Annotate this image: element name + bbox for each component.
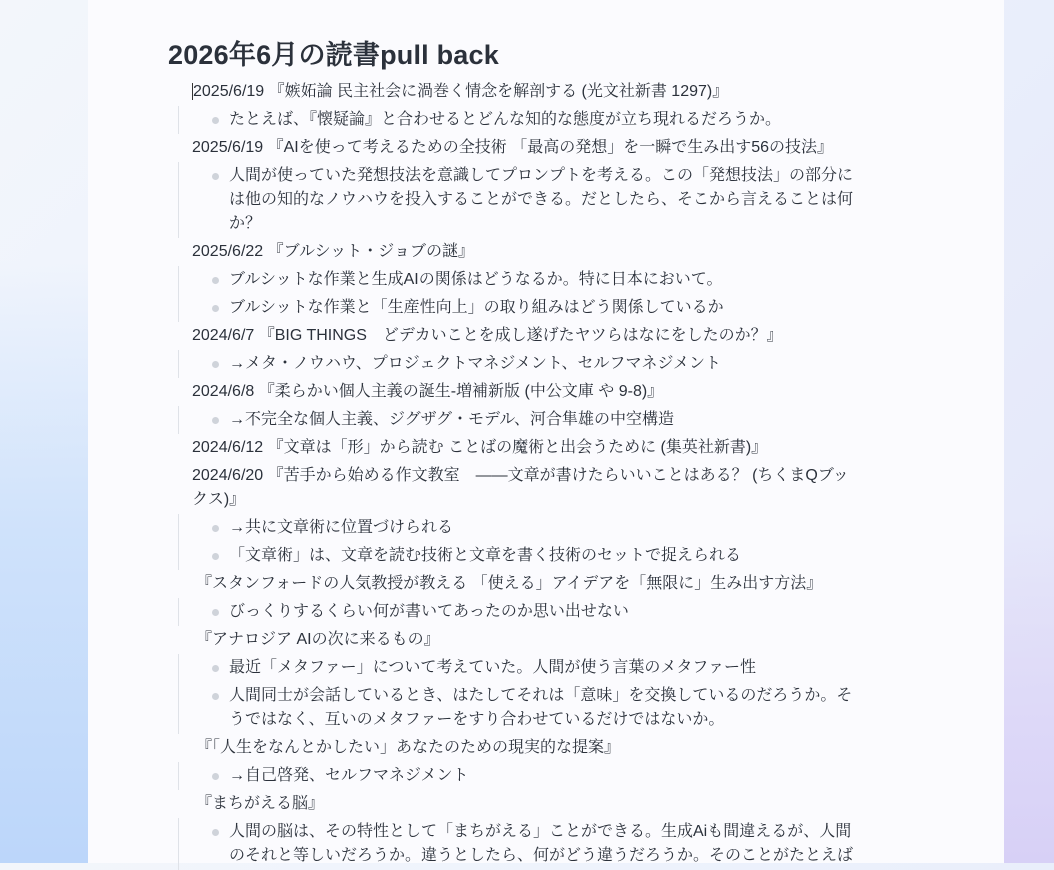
outline-child-text[interactable]: 「文章術」は、文章を読む技術と文章を書く技術のセットで捉えられる xyxy=(229,547,742,564)
outline-item[interactable] xyxy=(176,78,856,134)
outline-list xyxy=(176,78,856,870)
outline-child[interactable] xyxy=(179,598,856,626)
outline-item[interactable] xyxy=(176,790,856,870)
outline-child[interactable] xyxy=(179,542,856,570)
outline-item-title[interactable]: 2024/6/20 『苦手から始める作文教室 ――文章が書けたらいいことはある？ (ちくまQブックス)』 xyxy=(192,467,849,508)
outline-child[interactable] xyxy=(179,514,856,542)
outline-item[interactable] xyxy=(176,626,856,734)
outline-child[interactable] xyxy=(179,654,856,682)
outline-child[interactable] xyxy=(179,106,856,134)
outline-child[interactable] xyxy=(179,162,856,238)
outline-child-text[interactable]: 最近「メタファー」について考えていた。人間が使う言葉のメタファー性 xyxy=(229,659,757,676)
outline-child-text[interactable]: →自己啓発、セルフマネジメント xyxy=(229,767,469,784)
bullet-dot-icon[interactable] xyxy=(212,417,219,424)
outline-item-title[interactable]: 『まちがえる脳』 xyxy=(196,795,325,812)
outline-children xyxy=(178,406,856,434)
outline-child-text[interactable]: →不完全な個人主義、ジグザグ・モデル、河合隼雄の中空構造 xyxy=(229,411,674,428)
bullet-dot-icon[interactable] xyxy=(212,117,219,124)
outline-child-text[interactable]: 人間の脳は、その特性として「まちがえる」ことができる。生成Aiも間違えるが、人間のそれと等しいだろうか。違うとしたら、何がどう違うだろうか。そのことがたとえば xyxy=(229,823,854,864)
bullet-dot-icon[interactable] xyxy=(212,693,219,700)
bullet-dot-icon[interactable] xyxy=(212,609,219,616)
page-title: 2026年6月の読書pull back xyxy=(168,40,499,70)
outline-child-text[interactable]: →共に文章術に位置づけられる xyxy=(229,519,454,536)
outline-item-title[interactable]: 2024/6/12 『文章は「形」から読む ことばの魔術と出会うために (集英社新書)』 xyxy=(192,439,768,456)
outline-item-text[interactable]: 2025/6/19 『嫉妬論 民主社会に渦巻く情念を解剖する (光文社新書 1297)』 xyxy=(193,83,729,100)
outline-child-text[interactable]: ブルシットな作業と「生産性向上」の取り組みはどう関係しているか xyxy=(229,299,724,316)
bullet-dot-icon[interactable] xyxy=(212,525,219,532)
outline-item[interactable] xyxy=(176,462,856,570)
outline-child[interactable] xyxy=(179,294,856,322)
outline-children xyxy=(178,762,856,790)
outline-children xyxy=(178,654,856,734)
outline-children xyxy=(178,266,856,322)
outline-children xyxy=(178,598,856,626)
outline-child[interactable] xyxy=(179,762,856,790)
bullet-dot-icon[interactable] xyxy=(212,173,219,180)
bullet-dot-icon[interactable] xyxy=(212,553,219,560)
outline-children xyxy=(178,106,856,134)
bullet-dot-icon[interactable] xyxy=(212,773,219,780)
outline-item-title[interactable]: 『アナロジア AIの次に来るもの』 xyxy=(196,631,440,648)
outline-children xyxy=(178,162,856,238)
outline-item[interactable] xyxy=(176,734,856,790)
outline-children xyxy=(178,818,856,870)
outline-child[interactable] xyxy=(179,266,856,294)
outline-item[interactable] xyxy=(176,238,856,322)
outline-child-text[interactable]: 人間同士が会話しているとき、はたしてそれは「意味」を交換しているのだろうか。そうではなく、互いのメタファーをすり合わせているだけではないか。 xyxy=(229,687,853,728)
outline-children xyxy=(178,350,856,378)
outline-item[interactable] xyxy=(176,378,856,434)
outline-item-title[interactable]: 2024/6/8 『柔らかい個人主義の誕生-増補新版 (中公文庫 や 9-8)』 xyxy=(192,383,664,400)
outline-child-text[interactable]: たとえば、『懐疑論』と合わせるとどんな知的な態度が立ち現れるだろうか。 xyxy=(229,111,782,128)
outline-child-text[interactable]: ブルシットな作業と生成AIの関係はどうなるか。特に日本において。 xyxy=(229,271,723,288)
bullet-dot-icon[interactable] xyxy=(212,829,219,836)
outline-item[interactable] xyxy=(176,322,856,378)
outline-child-text[interactable]: 人間が使っていた発想技法を意識してプロンプトを考える。この「発想技法」の部分には他の知的なノウハウを投入することができる。だとしたら、そこから言えることは何か？ xyxy=(229,167,854,232)
outline-item-title[interactable]: 2024/6/7 『BIG THINGS どデカいことを成し遂げたヤツらはなにをしたのか？』 xyxy=(192,327,783,344)
outline-child[interactable] xyxy=(179,682,856,734)
outline-child[interactable] xyxy=(179,818,856,870)
outline-children xyxy=(178,514,856,570)
outline-child-text[interactable]: びっくりするくらい何が書いてあったのか思い出せない xyxy=(229,603,629,620)
outline-child-text[interactable]: →メタ・ノウハウ、プロジェクトマネジメント、セルフマネジメント xyxy=(229,355,722,372)
outline-child[interactable] xyxy=(179,406,856,434)
outline-item-title[interactable]: 2025/6/19 『AIを使って考えるための全技術 「最高の発想」を一瞬で生み出す56の技法』 xyxy=(192,139,833,156)
outline-item-title[interactable]: 『「人生をなんとかしたい」あなたのための現実的な提案』 xyxy=(196,739,621,756)
bullet-dot-icon[interactable] xyxy=(212,305,219,312)
text-cursor xyxy=(192,83,728,100)
outline-item[interactable] xyxy=(176,570,856,626)
bullet-dot-icon[interactable] xyxy=(212,665,219,672)
outline-item-title[interactable]: 『スタンフォードの人気教授が教える 「使える」アイデアを「無限に」生み出す方法』 xyxy=(196,575,823,592)
outline-item[interactable] xyxy=(176,134,856,238)
outline-child[interactable] xyxy=(179,350,856,378)
outline-item-title[interactable] xyxy=(176,78,856,106)
bullet-dot-icon[interactable] xyxy=(212,361,219,368)
bullet-dot-icon[interactable] xyxy=(212,277,219,284)
outline-item[interactable] xyxy=(176,434,856,462)
outline-item-title[interactable]: 2025/6/22 『ブルシット・ジョブの謎』 xyxy=(192,243,474,260)
